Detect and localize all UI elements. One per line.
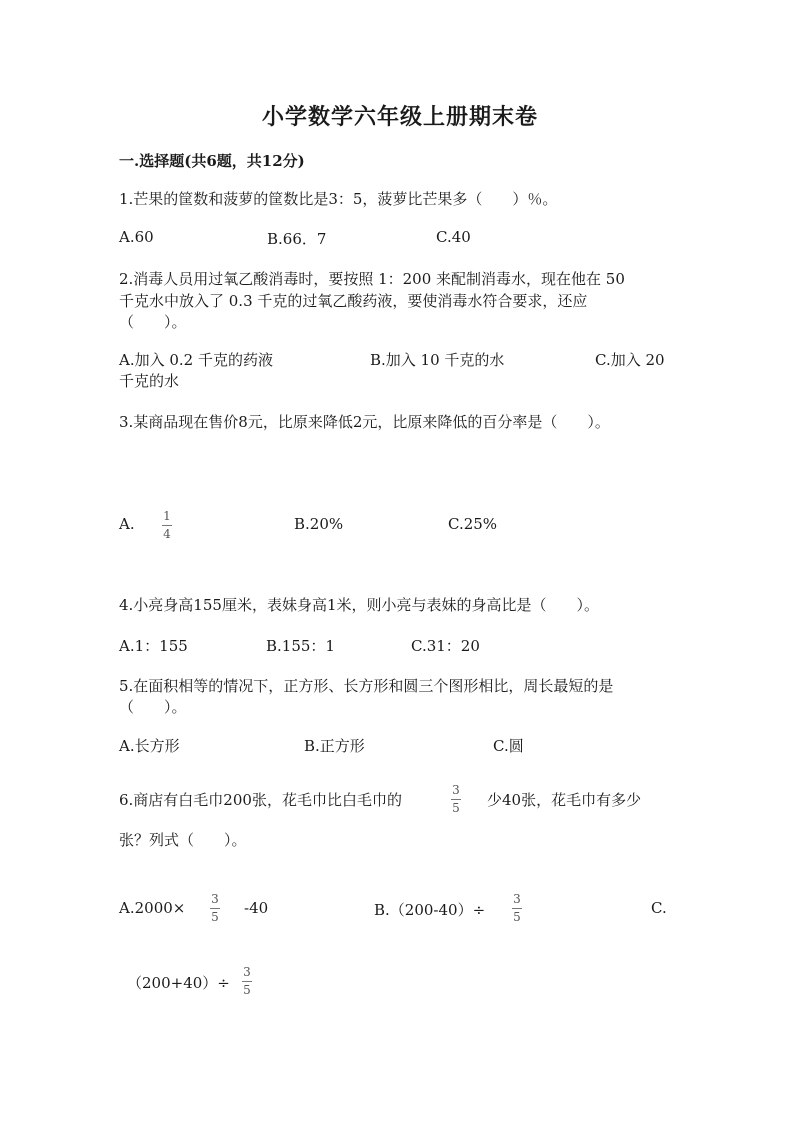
question-5-stem-line-2: （ ）。 <box>119 698 187 716</box>
question-3-option-a: A. <box>119 515 135 533</box>
question-3-option-a-fraction <box>162 510 172 540</box>
fraction-denominator: 5 <box>452 801 460 815</box>
question-2-option-b: B.加入 10 千克的水 <box>370 351 505 369</box>
question-1-option-b: B.66．7 <box>267 230 327 248</box>
question-2-stem-line-3: （ ）。 <box>119 313 187 331</box>
question-2-option-c-continued: 千克的水 <box>119 372 180 390</box>
fraction-numerator: 3 <box>211 892 219 906</box>
fraction-bar <box>210 908 220 909</box>
section-heading: 一.选择题(共6题，共12分) <box>119 152 305 170</box>
question-6-option-a-prefix: A.2000× <box>119 899 186 917</box>
fraction-denominator: 5 <box>243 983 251 997</box>
fraction-numerator: 3 <box>513 892 521 906</box>
question-5-option-a: A.长方形 <box>119 737 180 755</box>
question-4-option-b: B.155：1 <box>266 637 335 655</box>
fraction-bar <box>451 799 461 800</box>
fraction-denominator: 5 <box>513 910 521 924</box>
question-6-option-c: C. <box>651 899 667 917</box>
page-title: 小学数学六年级上册期末卷 <box>261 104 538 130</box>
fraction-denominator: 4 <box>163 527 171 541</box>
fraction-bar <box>242 981 252 982</box>
question-6-option-b-fraction <box>512 893 522 923</box>
question-6-stem-part-2: 少40张，花毛巾有多少 <box>487 791 642 809</box>
fraction-numerator: 1 <box>163 509 171 523</box>
question-2-stem-line-2: 千克水中放入了 0.3 千克的过氧乙酸药液，要使消毒水符合要求，还应 <box>119 292 588 310</box>
question-4-option-c: C.31：20 <box>411 637 480 655</box>
question-1-stem: 1.芒果的筐数和菠萝的筐数比是3：5，菠萝比芒果多（ ）％。 <box>119 190 558 208</box>
question-6-stem-part-1: 6.商店有白毛巾200张，花毛巾比白毛巾的 <box>119 791 402 809</box>
question-2-stem-line-1: 2.消毒人员用过氧乙酸消毒时，要按照 1：200 来配制消毒水，现在他在 50 <box>119 270 625 288</box>
fraction-numerator: 3 <box>243 965 251 979</box>
fraction-bar <box>162 525 172 526</box>
question-2-option-a: A.加入 0.2 千克的药液 <box>119 351 273 369</box>
question-5-stem-line-1: 5.在面积相等的情况下，正方形、长方形和圆三个图形相比，周长最短的是 <box>119 677 614 695</box>
question-4-option-a: A.1：155 <box>119 637 188 655</box>
question-6-option-a-fraction <box>210 893 220 923</box>
question-4-stem: 4.小亮身高155厘米，表妹身高1米，则小亮与表妹的身高比是（ ）。 <box>119 596 599 614</box>
question-6-stem-line-2: 张？列式（ ）。 <box>119 831 247 849</box>
question-2-option-c: C.加入 20 <box>595 351 665 369</box>
question-3-stem: 3.某商品现在售价8元，比原来降低2元，比原来降低的百分率是（ ）。 <box>119 413 610 431</box>
question-1-option-c: C.40 <box>436 228 471 246</box>
fraction-bar <box>512 908 522 909</box>
question-1-option-a: A.60 <box>119 228 154 246</box>
question-3-option-b: B.20% <box>294 515 344 533</box>
question-6-option-c-continued: （200+40）÷ <box>127 974 230 992</box>
question-6-stem-fraction <box>451 784 461 814</box>
question-5-option-b: B.正方形 <box>304 737 365 755</box>
fraction-numerator: 3 <box>452 783 460 797</box>
question-3-option-c: C.25% <box>448 515 498 533</box>
question-5-option-c: C.圆 <box>493 737 524 755</box>
question-6-option-c-fraction <box>242 966 252 996</box>
question-6-option-b-prefix: B.（200-40）÷ <box>374 901 486 919</box>
question-6-option-a-suffix: -40 <box>244 899 269 917</box>
fraction-denominator: 5 <box>211 910 219 924</box>
